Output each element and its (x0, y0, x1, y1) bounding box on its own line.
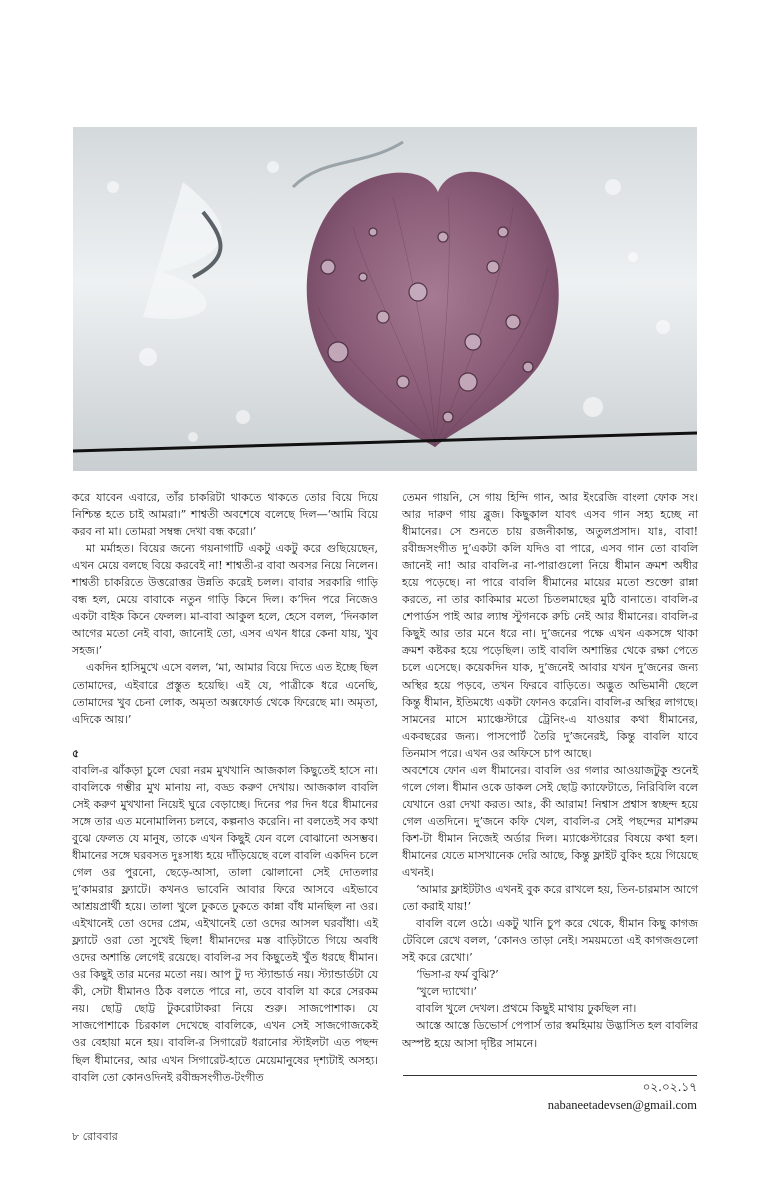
paragraph: বাবলি-র ঝাঁকড়া চুলে ঘেরা নরম মুখখানি আজকাল কিছুতেই হাসে না। বাবলিকে গম্ভীর মুখ মানায় না, বড্ড করুণ দেখায়। আজকাল বাবলি সেই করুণ মুখখানা নিয়েই ঘুরে বেড়াচ্ছে। দিনের পর দিন ধরে ধীমানের সঙ্গে তার এত মনোমালিন্য চলবে, কল্পনাও করেনি। না বলতেই সব কথা বুঝে ফেলত যে মানুষ, তাকে এখন কিছুই যেন বলে বোঝানো অসম্ভব। ধীমানের সঙ্গে ঘরবসত দুঃসাধ্য হয়ে দাঁড়িয়েছে বলে বাবলি একদিন চলে গেল ওর পুরনো, ছেড়ে-আসা, তালা ঝোলানো সেই দোতলার দু’কামরার ফ্ল্যাটে। কখনও ভাবেনি আবার ফিরে আসবে এইভাবে আশ্রয়প্রার্থী হয়ে। তালা খুলে ঢুকতে ঢুকতে কান্না বাঁধ মানছিল না ওর। এইখানেই তো ওদের প্রেম, এইখানেই তো ওদের আসল ঘরবাঁধা। এই ফ্ল্যাটে ওরা তো সুখেই ছিল! ধীমানদের মস্ত বাড়িটাতে গিয়ে অবধি ওদের অশান্তি লেগেই রয়েছে। বাবলি-র সব কিছুতেই খুঁত ধরছে ধীমান। ওর কিছুই তার মনের মতো নয়। আপ টু দ্য স্ট্যান্ডার্ড নয়। স্ট্যান্ডার্ডটা যে কী, সেটা ধীমানও ঠিক বলতে পারে না, তবে বাবলি যা করে সেরকম নয়। ছোট্ট ছোট্ট টুকরোটাকরা নিয়ে শুরু। সাজপোশাক। যে সাজপোশাকে চিরকাল দেখেছে বাবলিকে, এখন সেই সাজগোজকেই ওর বেহায়া মনে হয়। বাবলি-র সিগারেট ধরানোর স্টাইলটা এত পছন্দ ছিল ধীমানের, আর এখন সিগারেট-হাতে মেয়েমানুষের দৃশ্যটাই অসহ্য। বাবলি তো কোনওদিনই রবীন্দ্রসংগীত-টংগীত (72, 763, 378, 1084)
dialogue-line: বাবলি খুলে দেখল। প্রথমে কিছুই মাথায় ঢুকছিল না। (416, 1002, 637, 1016)
section-number: ৫ (72, 746, 80, 760)
page-footer: ৮ রোববার (72, 1130, 118, 1143)
article-photo (73, 127, 697, 471)
left-column (72, 489, 378, 1086)
dialogue-line: আস্তে আস্তে ডিভোর্স পেপার্স তার স্বমহিমায় উদ্ভাসিত হল বাবলির অস্পষ্ট হয়ে আসা দৃষ্টির সামনে। (402, 1019, 698, 1050)
paragraph: করে যাবেন এবারে, তাঁর চাকরিটা থাকতে থাকতে তোর বিয়ে দিয়ে নিশ্চিন্ত হতে চাই আমরা।” শাশ্বতী অবশেষে বলেছে দিল—‘আমি বিয়ে করব না মা। তোমরা সম্বন্ধ দেখা বন্ধ করো।’ (72, 491, 378, 539)
signature-date: ০২.০২.১৭ (642, 1080, 697, 1094)
dialogue-line: বাবলি বলে ওঠে। একটু খানি চুপ করে থেকে, ধীমান কিছু কাগজ টেবিলে রেখে বলল, ‘কোনও তাড়া নেই। সময়মতো এই কাগজগুলো সই করে রেখো।’ (402, 917, 698, 965)
signature-divider (403, 1075, 697, 1076)
dialogue-line: ‘ভিসা-র ফর্ম বুঝি?’ (416, 968, 499, 982)
rose-petal-image (73, 127, 697, 471)
dialogue-line: ‘খুলে দ্যাখো।’ (416, 985, 477, 999)
author-email: nabaneetadevsen@gmail.com (547, 1098, 697, 1112)
paragraph: অবশেষে ফোন এল ধীমানের। বাবলি ওর গলার আওয়াজটুকু শুনেই গলে গেল। ধীমান ওকে ডাকল সেই ছোট্ট ক্যাফেটাতে, নিরিবিলি বলে যেখানে ওরা দেখা করত। আঃ, কী আরাম! নিশ্বাস প্রশ্বাস স্বচ্ছন্দ হয়ে গেল এতদিনে। দু’জনে কফি খেল, বাবলি-র সেই পছন্দের মাশরুম কিশ-টা ধীমান নিজেই অর্ডার দিল। ম্যাঞ্চেস্টারের বিষয়ে কথা হল। ধীমানের যেতে মাসখানেক দেরি আছে, কিন্তু ফ্লাইট বুকিং হয়ে গিয়েছে এখনই। (402, 763, 698, 880)
paragraph: একদিন হাসিমুখে এসে বলল, ‘মা, আমার বিয়ে দিতে এত ইচ্ছে ছিল তোমাদের, এইবারে প্রস্তুত হয়েছি। এই যে, পাত্রীকে ধরে এনেছি, তোমাদের খুব চেনা লোক, অমৃতা অক্সফোর্ড থেকে ফিরেছে মা। অমৃতা, এদিকে আয়।’ (72, 661, 378, 726)
dialogue-line: ‘আমার ফ্লাইটটাও এখনই বুক করে রাখলে হয়, তিন-চারমাস আগে তো করাই যায়!’ (402, 883, 698, 914)
right-column (402, 489, 698, 1052)
paragraph: তেমন গায়নি, সে গায় হিন্দি গান, আর ইংরেজি বাংলা ফোক সং। আর দারুণ গায় ব্লুজ। কিছুকাল যাবৎ এসব গান সহ্য হচ্ছে না ধীমানের। সে শুনতে চায় রজনীকান্ত, অতুলপ্রসাদ। যাঃ, বাবা! রবীন্দ্রসংগীত দু’একটা কলি যদিও বা পারে, এসব গান তো বাবলি জানেই না! আর বাবলি-র না-পারাগুলো নিয়ে ধীমান ক্রমশ অধীর হয়ে পড়েছে। না পারে বাবলি ধীমানের মায়ের মতো শুক্তো রান্না করতে, না তার কাকিমার মতো চিতলমাছের মুঠি বানাতে। বাবলি-র শেপার্ডস পাই আর ল্যাম্ব স্টুগনকে রুচি নেই আর ধীমানের। বাবলি-র কিছুই আর তার মনে ধরে না। দু’জনের পক্ষে এখন একসঙ্গে থাকা ক্রমশ কষ্টকর হয়ে পড়েছিল। তাই বাবলি অশান্তির থেকে রক্ষা পেতে চলে এসেছে। কয়েকদিন যাক, দু’জনেই আবার যখন দু’জনের জন্য অস্থির হয়ে পড়বে, তখন ফিরবে বাড়িতে। অদ্ভুত অভিমানী ছেলে কিন্তু ধীমান, ইতিমধ্যে একটা ফোনও করেনি। বাবলি-র অস্থির লাগছে। সামনের মাসে ম্যাঞ্চেস্টারে ট্রেনিং-এ যাওয়ার কথা ধীমানের, একবছরের জন্য। পাসপোর্ট তৈরি দু’জনেরই, কিন্তু বাবলি যাবে তিনমাস পরে। এখন ওর অফিসে চাপ আছে। (402, 491, 698, 760)
paragraph: মা মর্মাহত। বিয়ের জন্যে গয়নাগাটি একটু একটু করে গুছিয়েছেন, এখন মেয়ে বলছে বিয়ে করবেই না! শাশ্বতী-র বাবা অবসর নিয়ে নিলেন। শাশ্বতী চাকরিতে উত্তরোত্তর উন্নতি করেই চলল। বাবার সরকারি গাড়ি বন্ধ হল, মেয়ে বাবাকে নতুন গাড়ি কিনে দিল। ক’দিন পরে নিজেও একটা বাইক কিনে ফেলল। মা-বাবা আকুল হলে, হেসে বলল, ‘দিনকাল আগের মতো নেই বাবা, জানোই তো, এসব এখন ধারে কেনা যায়, খুব সহজ।’ (72, 542, 378, 658)
